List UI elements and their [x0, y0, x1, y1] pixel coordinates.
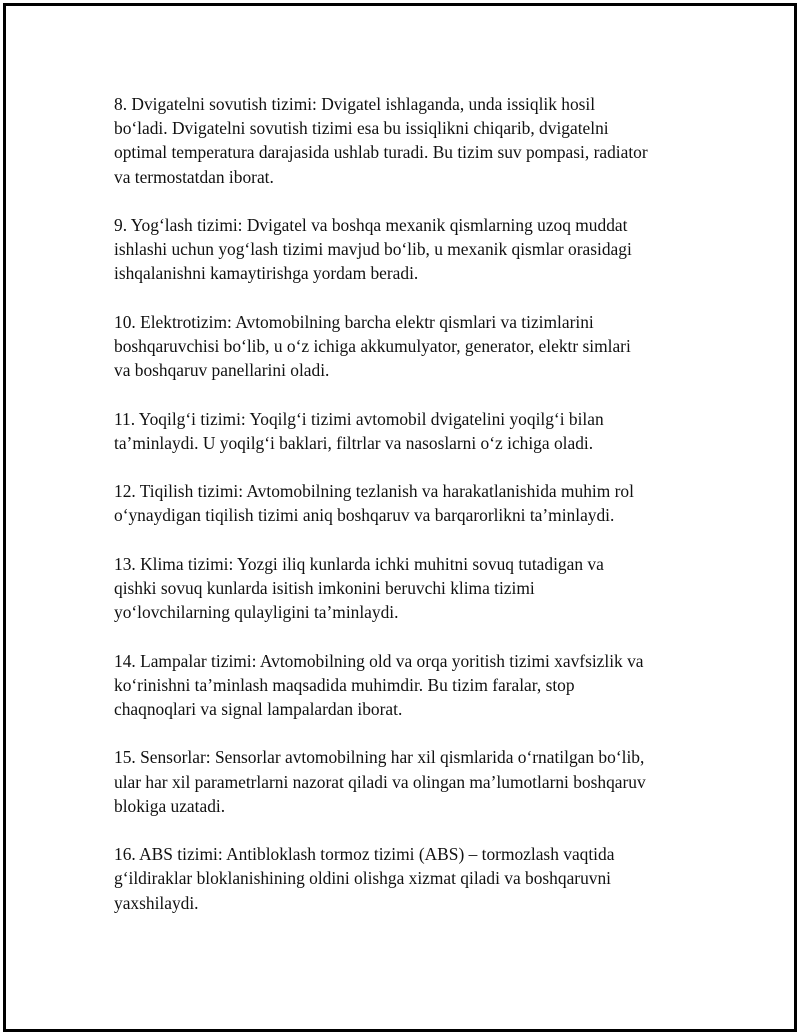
paragraph-lighting-system: 14. Lampalar tizimi: Avtomobilning old va orqa yoritish tizimi xavfsizlik va ko‘rinishni ta’minlash maqsadida muhimdir. Bu tizim faralar, stop chaqnoqlari va signal lampalardan iborat. [114, 650, 644, 719]
paragraph-fuel-system: 11. Yoqilg‘i tizimi: Yoqilg‘i tizimi avtomobil dvigatelini yoqilg‘i bilan ta’minlaydi. U yoqilg‘i baklari, filtrlar va nasoslarni o‘z ichiga oladi. [114, 408, 604, 453]
document-body [114, 92, 694, 915]
paragraph-lubrication-system: 9. Yog‘lash tizimi: Dvigatel va boshqa mexanik qismlarning uzoq muddat ishlashi uchun yog‘lash tizimi mavjud bo‘lib, u mexanik qismlar orasidagi ishqalanishni kamaytirishga yordam beradi. [114, 215, 632, 284]
paragraph-electrical-system: 10. Elektrotizim: Avtomobilning barcha elektr qismlari va tizimlarini boshqaruvchisi bo‘lib, u o‘z ichiga akkumulyator, generator, elektr simlari va boshqaruv panellarini oladi. [114, 311, 631, 381]
paragraph-abs-system: 16. ABS tizimi: Antibloklash tormoz tizimi (ABS) – tormozlash vaqtida g‘ildiraklar bloklanishining oldini olishga xizmat qiladi va boshqaruvni yaxshilaydi. [114, 844, 615, 913]
paragraph-climate-system: 13. Klima tizimi: Yozgi iliq kunlarda ichki muhitni sovuq tutadigan va qishki sovuq kunlarda isitish imkonini beruvchi klima tizimi yo‘lovchilarning qulayligini ta’minlaydi. [114, 553, 604, 623]
paragraph-sensors: 15. Sensorlar: Sensorlar avtomobilning har xil qismlarida o‘rnatilgan bo‘lib, ular har xil parametrlarni nazorat qiladi va olingan ma’lumotlarni boshqaruv blokiga uzatadi. [114, 747, 646, 816]
paragraph-transmission-system: 12. Tiqilish tizimi: Avtomobilning tezlanish va harakatlanishida muhim rol o‘ynaydigan tiqilish tizimi aniq boshqaruv va barqarorlikni ta’minlaydi. [114, 481, 634, 526]
paragraph-cooling-system: 8. Dvigatelni sovutish tizimi: Dvigatel ishlaganda, unda issiqlik hosil bo‘ladi. Dvigatelni sovutish tizimi esa bu issiqlikni chiqarib, dvigatelni optimal temperatura darajasida ushlab turadi. Bu tizim suv pompasi, radiator va termostatdan iborat. [114, 94, 648, 187]
